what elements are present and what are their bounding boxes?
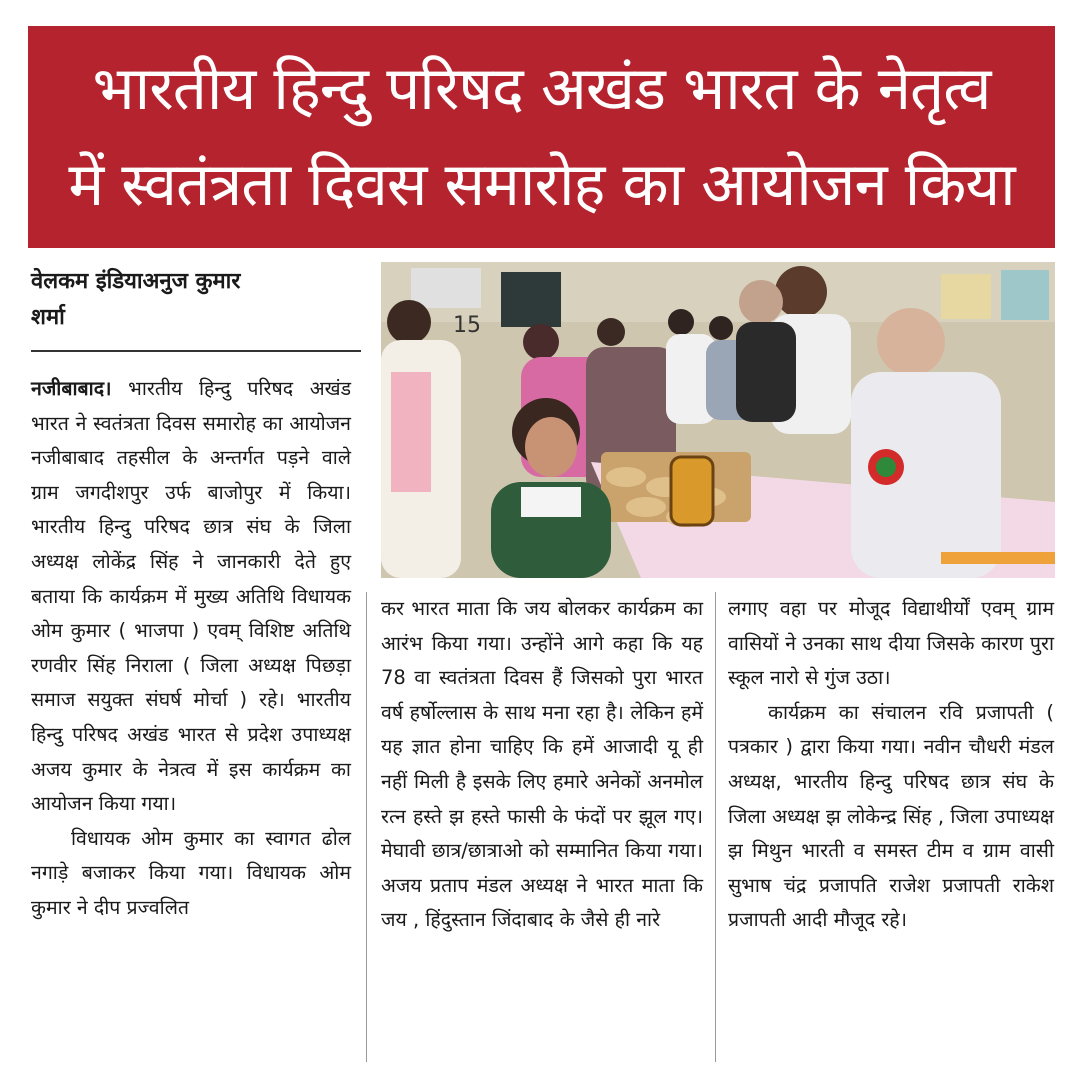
article-paragraph: कार्यक्रम का संचालन रवि प्रजापती ( पत्रकार ) द्वारा किया गया। नवीन चौधरी मंडल अध्यक्ष, भारतीय हिन्दु परिषद छात्र संघ के जिला अध्यक्ष झ लोकेन्द्र सिंह , जिला उपाध्यक्ष झ मिथुन भारती व समस्त टीम व ग्राम वासी सुभाष चंद्र प्रजापति राजेश प्रजापती राकेश प्रजापती आदी मौजूद रहे। [728, 700, 1054, 932]
headline-banner [28, 26, 1055, 248]
byline-divider [31, 350, 361, 352]
column-divider [715, 592, 716, 1062]
headline-line-2: में स्वतंत्रता दिवस समारोह का आयोजन किया [68, 150, 1015, 220]
headline-line-1: भारतीय हिन्दु परिषद अखंड भारत के नेतृत्व [92, 54, 991, 124]
article-column-2 [381, 592, 703, 938]
dateline: नजीबाबाद। [31, 377, 112, 400]
article-paragraph: कर भारत माता कि जय बोलकर कार्यक्रम का आरंभ किया गया। उन्होंने आगे कहा कि यह 78 वा स्वतंत्रता दिवस हैं जिसको पुरा भारत वर्ष हर्षोल्लास के साथ मना रहा है। लेकिन हमें यह ज्ञात होना चाहिए कि हमें आजादी यू ही नहीं मिली है इसके लिए हमारे अनेकों अनमोल रत्न हस्ते झ हस्ते फासी के फंदों पर झूल गए। मेघावी छात्र/छात्राओ को सम्मानित किया गया। अजय प्रताप मंडल अध्यक्ष ने भारत माता कि जय , हिंदुस्तान जिंदाबाद के जैसे ही नारे [381, 597, 703, 932]
byline [31, 264, 361, 336]
article-column-1 [31, 372, 351, 926]
column-divider [366, 592, 367, 1062]
article-paragraph: लगाए वहा पर मोजूद विद्याथीर्यों एवम् ग्राम वासियों ने उनका साथ दीया जिसके कारण पुरा स्कूल नारो से गुंज उठा। [728, 597, 1054, 690]
wall-number: 15 [453, 313, 481, 338]
byline-line-1: वेलकम इंडियाअनुज कुमार [31, 269, 241, 294]
byline-line-2: शर्मा [31, 305, 65, 330]
article-paragraph: विधायक ओम कुमार का स्वागत ढोल नगाड़े बजाकर किया गया। विधायक ओम कुमार ने दीप प्रज्वलित [31, 826, 351, 919]
article-column-3 [728, 592, 1054, 938]
event-photo [381, 262, 1055, 578]
paragraph-text: भारतीय हिन्दु परिषद अखंड भारत ने स्वतंत्रता दिवस समारोह का आयोजन नजीबाबाद तहसील के अन्तर्गत पड़ने वाले ग्राम जगदीशपुर उर्फ बाजोपुर में किया। भारतीय हिन्दु परिषद छात्र संघ के जिला अध्यक्ष लोकेंद्र सिंह ने जानकारी देते हुए बताया कि कार्यक्रम में मुख्य अतिथि विधायक ओम कुमार ( भाजपा ) एवम् विशिष्ट अतिथि रणवीर सिंह निराला ( जिला अध्यक्ष पिछड़ा समाज सयुक्त संघर्ष मोर्चा ) रहे। भारतीय हिन्दु परिषद अखंड भारत से प्रदेश उपाध्यक्ष अजय कुमार के नेत्रत्व में इस कार्यक्रम का आयोजन किया गया। [31, 377, 351, 816]
article-paragraph [31, 372, 351, 822]
